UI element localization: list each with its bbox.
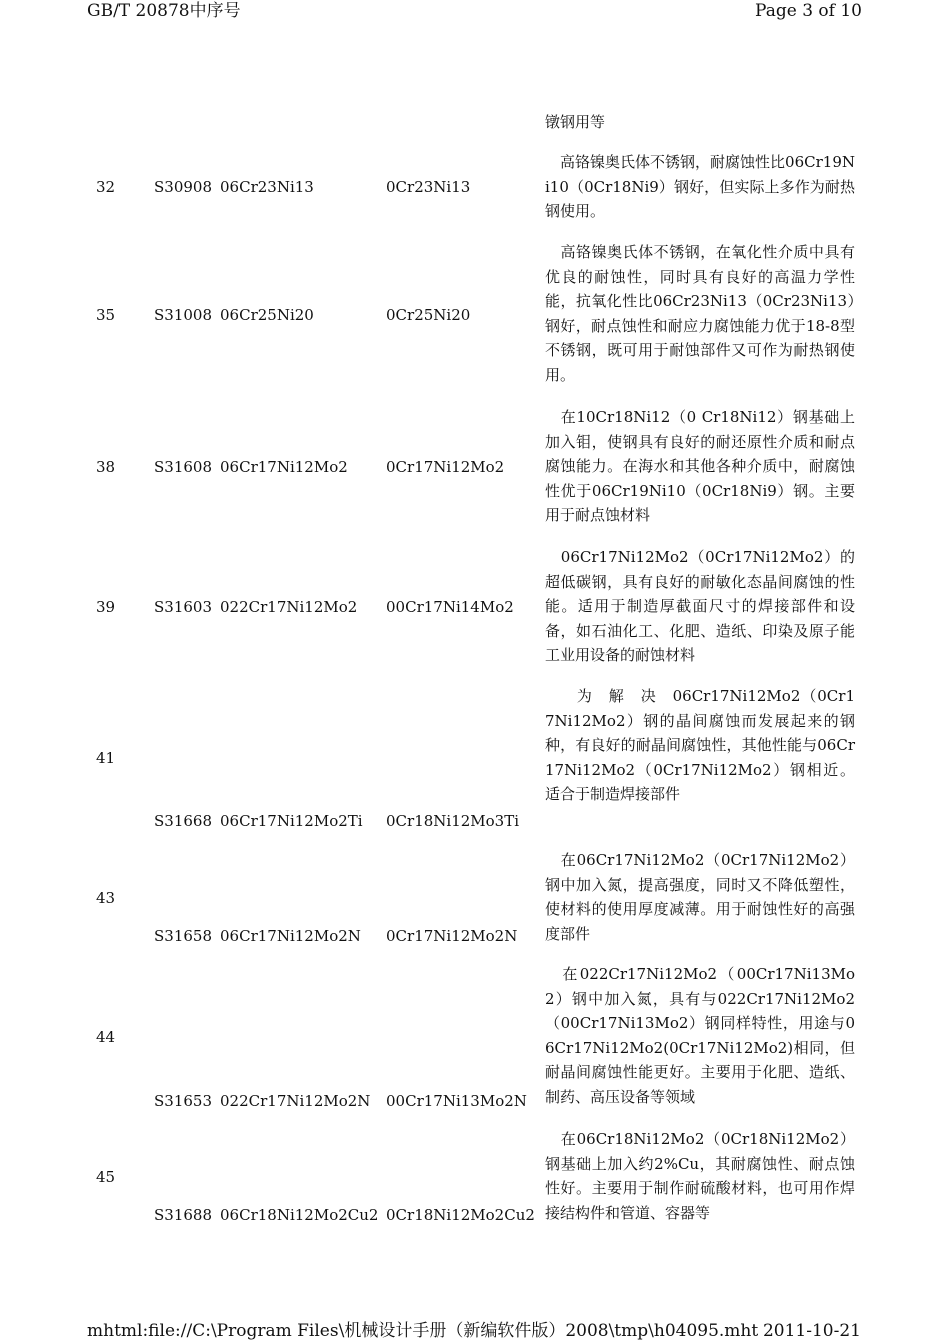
grade-description: 在06Cr18Ni12Mo2（0Cr18Ni12Mo2）钢基础上加入约2%Cu，其耐腐蚀性、耐点蚀性好。主要用于制作耐硫酸材料，也可用作焊接结构件和管道、容器等 bbox=[545, 1130, 855, 1222]
old-grade: 0Cr25Ni20 bbox=[386, 306, 471, 324]
row-number: 38 bbox=[96, 458, 116, 476]
unified-code: S31608 bbox=[154, 458, 212, 476]
row-number: 43 bbox=[96, 889, 116, 907]
unified-code: S31688 bbox=[154, 1206, 212, 1224]
row-number: 39 bbox=[96, 598, 116, 616]
grade-description: 为 解 决 06Cr17Ni12Mo2（0Cr17Ni12Mo2）钢的晶间腐蚀而发展起来的钢种，有良好的耐晶间腐蚀性，其他性能与06Cr17Ni12Mo2（0Cr17Ni12Mo2）钢相近。适合于制造焊接部件 bbox=[545, 687, 855, 803]
row-number: 35 bbox=[96, 306, 116, 324]
unified-code: S31603 bbox=[154, 598, 212, 616]
unified-code: S31008 bbox=[154, 306, 212, 324]
old-grade: 0Cr17Ni12Mo2N bbox=[386, 927, 518, 945]
continuation-text: 镦钢用等 bbox=[545, 113, 606, 131]
grade-description: 在022Cr17Ni12Mo2（00Cr17Ni13Mo2）钢中加入氮，具有与022Cr17Ni12Mo2（00Cr17Ni13Mo2）钢同样特性，用途与06Cr17Ni12Mo2(0Cr17Ni12Mo2)相同，但耐晶间腐蚀性能更好。主要用于化肥、造纸、制药、高压设备等领域 bbox=[545, 965, 855, 1106]
old-grade: 0Cr18Ni12Mo3Ti bbox=[386, 812, 520, 830]
old-grade: 0Cr23Ni13 bbox=[386, 178, 471, 196]
row-number: 45 bbox=[96, 1168, 116, 1186]
unified-code: S31653 bbox=[154, 1092, 212, 1110]
grade-description: 在10Cr18Ni12（0 Cr18Ni12）钢基础上加入钼，使钢具有良好的耐还原性介质和耐点腐蚀能力。在海水和其他各种介质中，耐腐蚀性优于06Cr19Ni10（0Cr18Ni9）钢。主要用于耐点蚀材料 bbox=[545, 408, 855, 524]
new-grade: 022Cr17Ni12Mo2 bbox=[220, 598, 358, 616]
old-grade: 0Cr17Ni12Mo2 bbox=[386, 458, 505, 476]
print-date: 2011-10-21 bbox=[762, 1321, 861, 1341]
new-grade: 06Cr23Ni13 bbox=[220, 178, 314, 196]
new-grade: 06Cr17Ni12Mo2 bbox=[220, 458, 348, 476]
new-grade: 022Cr17Ni12Mo2N bbox=[220, 1092, 371, 1110]
new-grade: 06Cr17Ni12Mo2Ti bbox=[220, 812, 363, 830]
old-grade: 00Cr17Ni14Mo2 bbox=[386, 598, 514, 616]
grade-description: 高铬镍奥氏体不锈钢，在氧化性介质中具有优良的耐蚀性，同时具有良好的高温力学性能，抗氧化性比06Cr23Ni13（0Cr23Ni13）钢好，耐点蚀性和耐应力腐蚀能力优于18-8型不锈钢，既可用于耐蚀部件又可作为耐热钢使用。 bbox=[545, 243, 855, 384]
new-grade: 06Cr17Ni12Mo2N bbox=[220, 927, 361, 945]
unified-code: S31658 bbox=[154, 927, 212, 945]
row-number: 32 bbox=[96, 178, 116, 196]
grade-description: 在06Cr17Ni12Mo2（0Cr17Ni12Mo2）钢中加入氮，提高强度，同时又不降低塑性，使材料的使用厚度减薄。用于耐蚀性好的高强度部件 bbox=[545, 851, 855, 943]
new-grade: 06Cr18Ni12Mo2Cu2 bbox=[220, 1206, 379, 1224]
old-grade: 00Cr17Ni13Mo2N bbox=[386, 1092, 527, 1110]
row-number: 44 bbox=[96, 1028, 116, 1046]
page-number: Page 3 of 10 bbox=[755, 1, 862, 21]
row-number: 41 bbox=[96, 749, 116, 767]
unified-code: S31668 bbox=[154, 812, 212, 830]
doc-title: GB/T 20878中序号 bbox=[87, 1, 241, 21]
grade-description: 06Cr17Ni12Mo2（0Cr17Ni12Mo2）的超低碳钢，具有良好的耐敏化态晶间腐蚀的性能。适用于制造厚截面尺寸的焊接部件和设备，如石油化工、化肥、造纸、印染及原子能工业用设备的耐蚀材料 bbox=[545, 548, 855, 664]
file-path: mhtml:file://C:\Program Files\机械设计手册（新编软件版）2008\tmp\h04095.mht bbox=[87, 1321, 759, 1341]
unified-code: S30908 bbox=[154, 178, 212, 196]
grade-description: 高铬镍奥氏体不锈钢，耐腐蚀性比06Cr19Ni10（0Cr18Ni9）钢好，但实际上多作为耐热钢使用。 bbox=[545, 153, 855, 220]
new-grade: 06Cr25Ni20 bbox=[220, 306, 314, 324]
old-grade: 0Cr18Ni12Mo2Cu2 bbox=[386, 1206, 535, 1224]
